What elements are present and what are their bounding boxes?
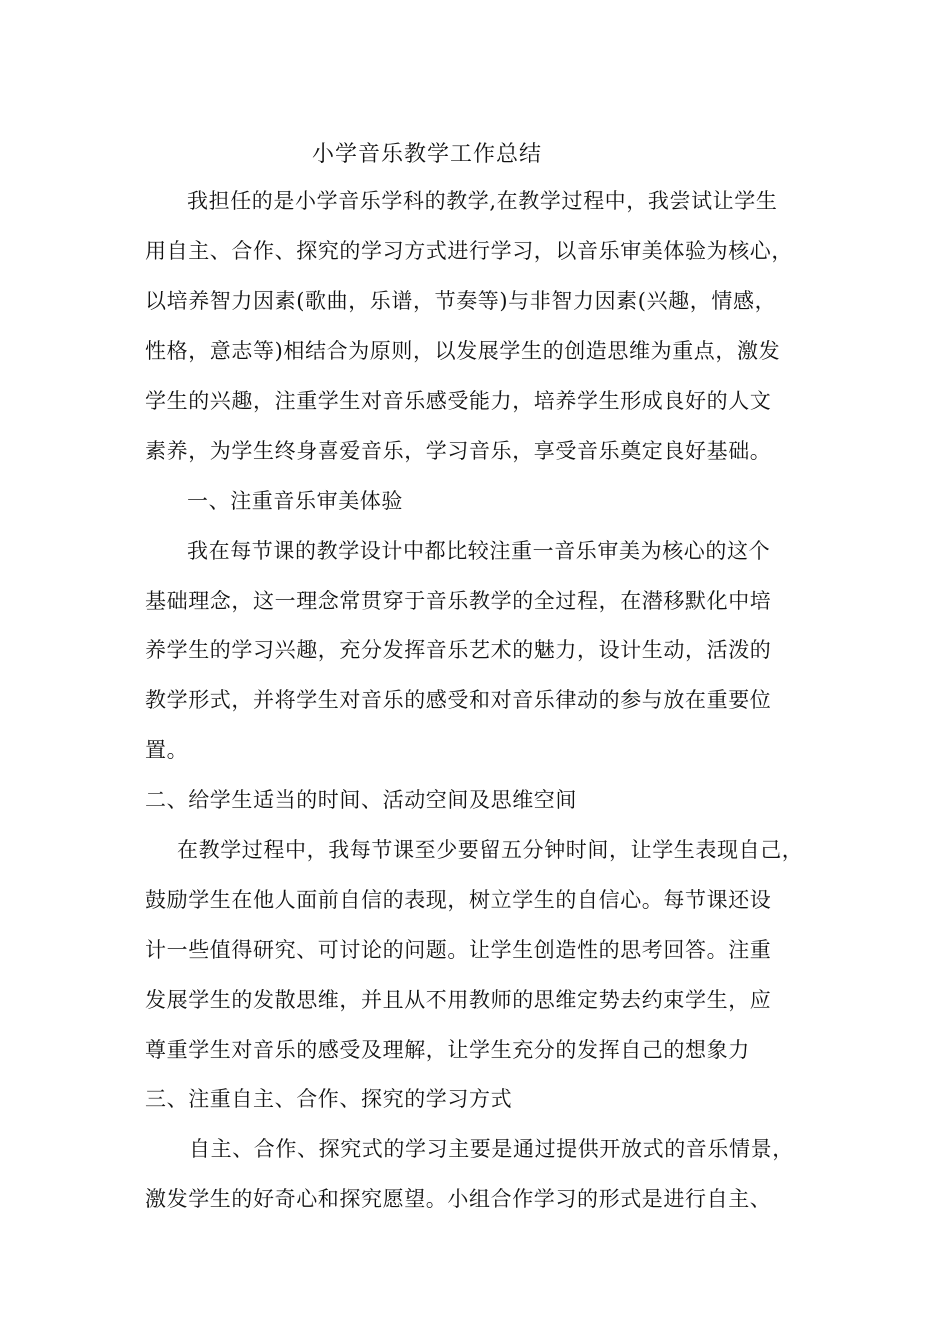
paragraph-line: 我在每节课的教学设计中都比较注重一音乐审美为核心的这个 [187,539,771,563]
paragraph-line: 基础理念，这一理念常贯穿于音乐教学的全过程，在潜移默化中培 [145,589,772,613]
section-heading: 二、给学生适当的时间、活动空间及思维空间 [145,788,577,812]
paragraph-line: 置。 [145,738,189,762]
page-title: 小学音乐教学工作总结 [312,142,543,167]
paragraph-line: 教学形式，并将学生对音乐的感受和对音乐律动的参与放在重要位 [145,688,772,712]
paragraph-line: 我担任的是小学音乐学科的教学,在教学过程中，我尝试让学生 [187,189,778,213]
section-heading: 三、注重自主、合作、探究的学习方式 [145,1087,513,1111]
paragraph-line: 用自主、合作、探究的学习方式进行学习，以音乐审美体验为核心， [145,239,793,263]
section-heading: 一、注重音乐审美体验 [187,489,403,513]
paragraph-line: 尊重学生对音乐的感受及理解，让学生充分的发挥自己的想象力 [145,1038,750,1062]
paragraph-line: 以培养智力因素(歌曲，乐谱，节奏等)与非智力因素(兴趣，情感， [145,289,777,313]
paragraph-line: 学生的兴趣，注重学生对音乐感受能力，培养学生形成良好的人文 [145,389,772,413]
paragraph-line: 激发学生的好奇心和探究愿望。小组合作学习的形式是进行自主、 [145,1187,772,1211]
paragraph-line: 在教学过程中，我每节课至少要留五分钟时间，让学生表现自己， [177,838,804,862]
paragraph-line: 计一些值得研究、可讨论的问题。让学生创造性的思考回答。注重 [145,938,772,962]
paragraph-line: 发展学生的发散思维，并且从不用教师的思维定势去约束学生，应 [145,988,772,1012]
paragraph-line: 自主、合作、探究式的学习主要是通过提供开放式的音乐情景， [189,1137,794,1161]
paragraph-line: 素养，为学生终身喜爱音乐，学习音乐，享受音乐奠定良好基础。 [145,439,772,463]
paragraph-line: 鼓励学生在他人面前自信的表现，树立学生的自信心。每节课还设 [145,888,772,912]
paragraph-line: 养学生的学习兴趣，充分发挥音乐艺术的魅力，设计生动，活泼的 [145,638,772,662]
paragraph-line: 性格，意志等)相结合为原则，以发展学生的创造思维为重点，激发 [145,339,781,363]
